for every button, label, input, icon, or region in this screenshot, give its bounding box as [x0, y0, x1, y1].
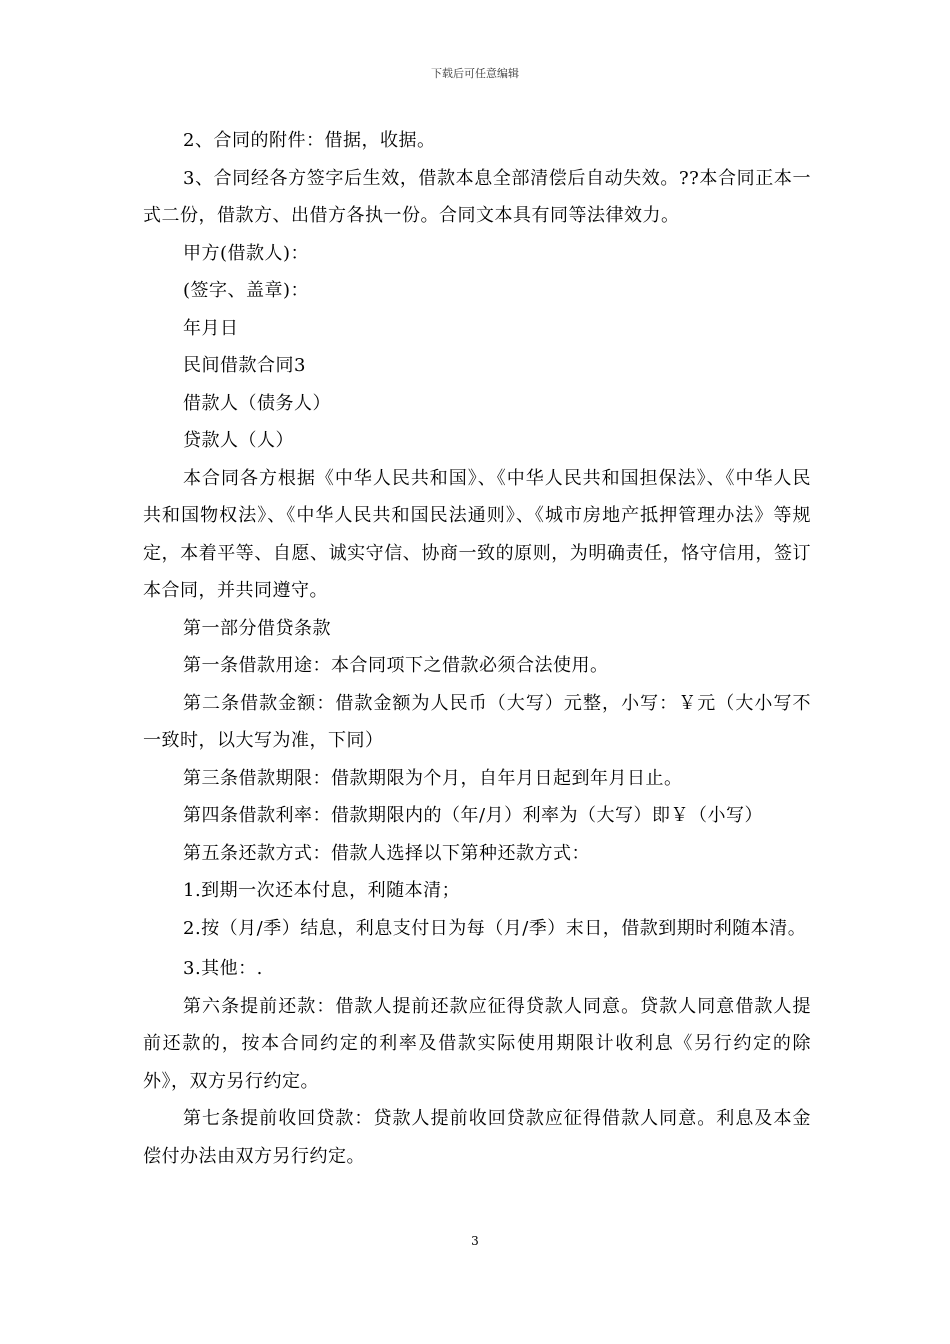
repayment-option-3: 3.其他：.: [183, 958, 263, 979]
repayment-option-1: 1.到期一次还本付息，利随本清；: [183, 880, 461, 901]
contract-title: 民间借款合同3: [183, 355, 306, 376]
paragraph-attachments: 2、合同的附件：借据，收据。: [183, 130, 436, 151]
paragraph-preamble: 本合同各方根据《中华人民共和国》、《中华人民共和国担保法》、《中华人民共和国物权法》、《中华人民共和国民法通则》、《城市房地产抵押管理办法》等规定，本着平等、自愿、诚实守信、协商一致的原则，为明确责任，恪守信用，签订本合同，并共同遵守。: [143, 467, 811, 601]
article-1: 第一条借款用途：本合同项下之借款必须合法使用。: [183, 655, 609, 676]
page-number: 3: [471, 1234, 479, 1248]
article-4: 第四条借款利率：借款期限内的（年/月）利率为（大写）即￥（小写）: [183, 805, 764, 826]
repayment-option-2: 2.按（月/季）结息，利息支付日为每（月/季）末日，借款到期时利随本清。: [183, 917, 807, 939]
paragraph-effectiveness: 3、合同经各方签字后生效，借款本息全部清偿后自动失效。??本合同正本一式二份，借款方、出借方各执一份。合同文本具有同等法律效力。: [143, 167, 811, 226]
section-heading: 第一部分借贷条款: [183, 617, 331, 639]
article-7: 第七条提前收回贷款：贷款人提前收回贷款应征得借款人同意。利息及本金偿付办法由双方另行约定。: [143, 1108, 811, 1167]
page-header: 下载后可任意编辑: [431, 67, 519, 80]
article-5: 第五条还款方式：借款人选择以下第种还款方式：: [183, 842, 590, 864]
borrower-label: 借款人（债务人）: [183, 392, 331, 414]
signature-seal-label: (签字、盖章)：: [183, 280, 310, 301]
article-2: 第二条借款金额：借款金额为人民币（大写）元整，小写：￥元（大小写不一致时，以大写为准，下同）: [143, 692, 811, 751]
lender-label: 贷款人（人）: [183, 430, 294, 451]
article-3: 第三条借款期限：借款期限为个月，自年月日起到年月日止。: [183, 767, 683, 789]
article-6: 第六条提前还款：借款人提前还款应征得贷款人同意。贷款人同意借款人提前还款的，按本合同约定的利率及借款实际使用期限计收利息《另行约定的除外》，双方另行约定。: [143, 995, 811, 1092]
date-label: 年月日: [183, 317, 239, 339]
party-a-label: 甲方(借款人)：: [183, 242, 310, 264]
document-body: [143, 122, 811, 1175]
